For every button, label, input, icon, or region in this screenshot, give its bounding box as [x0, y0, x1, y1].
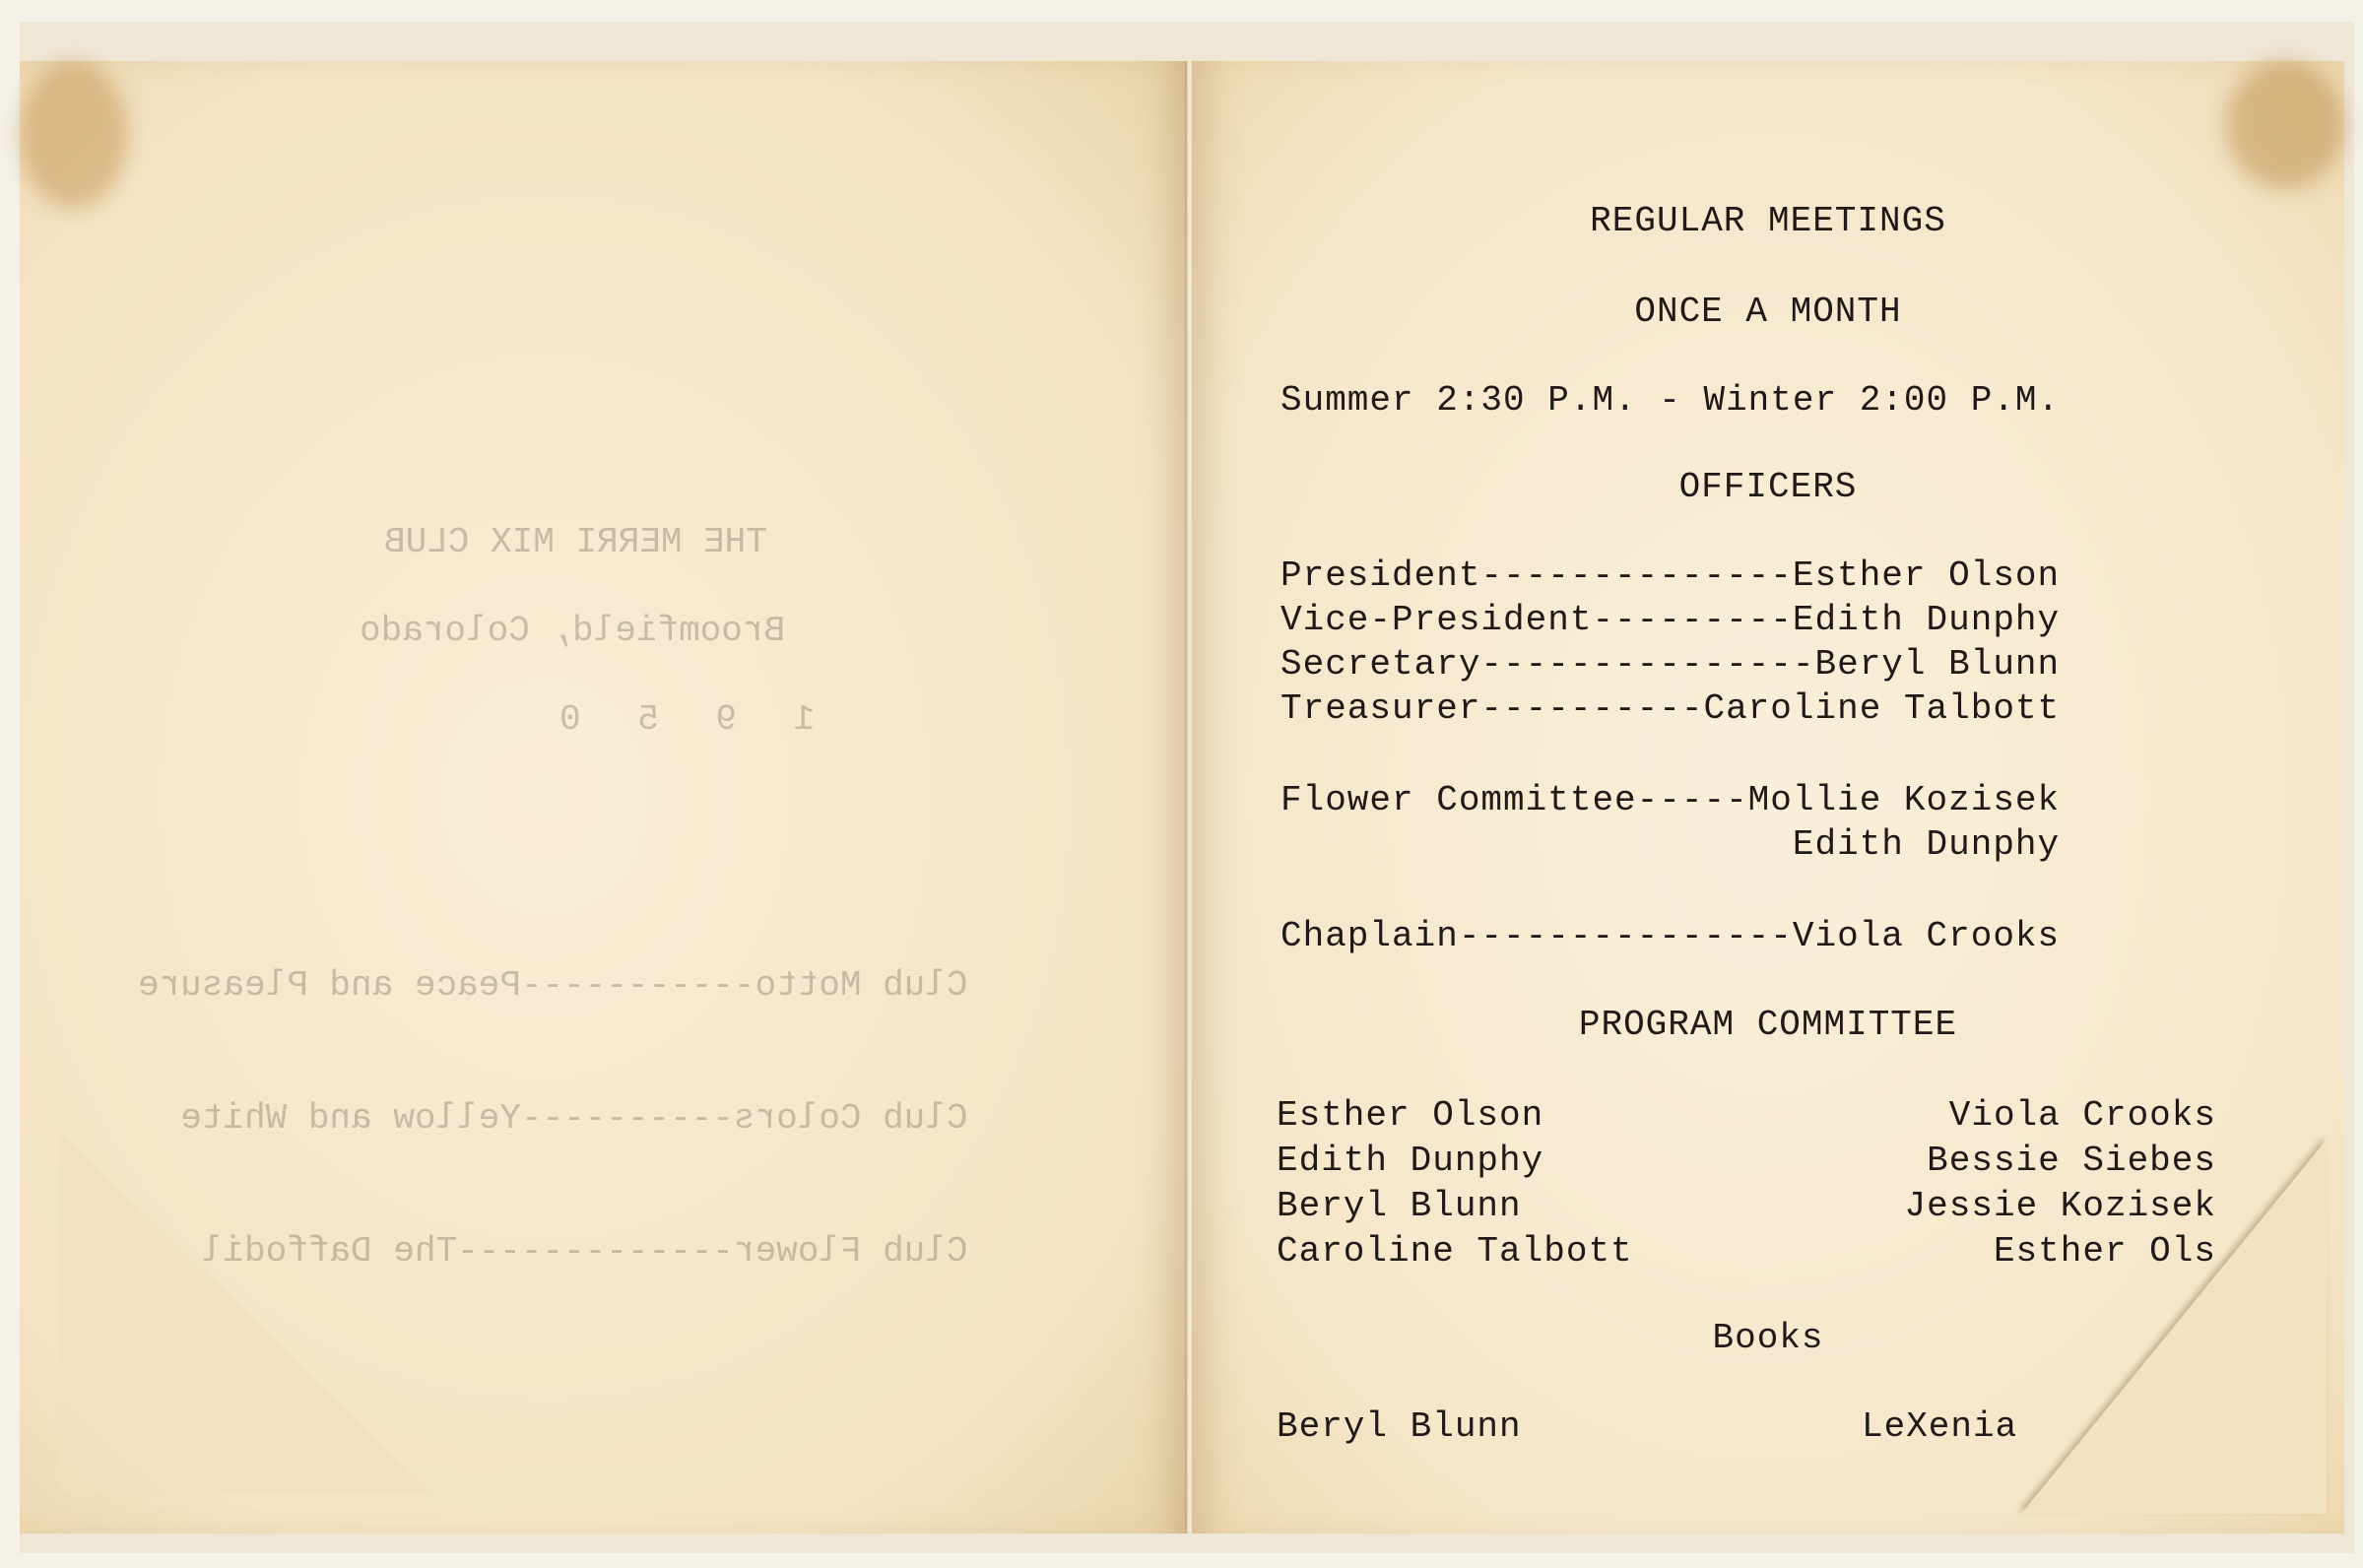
bleed-line: Club Flower-------------The Daffodil	[201, 1231, 968, 1272]
heading-books: Books	[1712, 1318, 1824, 1358]
books-member: Beryl Blunn	[1277, 1406, 1522, 1447]
heading-officers: OFFICERS	[1678, 467, 1858, 507]
heading-program-committee: PROGRAM COMMITTEE	[1578, 1005, 1958, 1045]
program-member: Edith Dunphy	[1277, 1141, 1544, 1181]
bleed-motto	[138, 875, 968, 1362]
bleed-city: Broomfield, Colorado	[360, 611, 786, 651]
program-member: Viola Crooks	[1948, 1095, 2216, 1136]
heading-regular-meetings: REGULAR MEETINGS	[1590, 201, 1946, 241]
chaplain-row: Chaplain---------------Viola Crooks	[1280, 916, 2061, 956]
bleed-year: 1 9 5 0	[542, 699, 816, 740]
officer-row: Treasurer----------Caroline Talbott	[1280, 688, 2061, 729]
meeting-hours: Summer 2:30 P.M. - Winter 2:00 P.M.	[1280, 380, 2061, 421]
stain	[2226, 61, 2344, 189]
program-member: Esther Ols	[1993, 1231, 2216, 1272]
heading-once-a-month: ONCE A MONTH	[1634, 292, 1902, 332]
program-member: Beryl Blunn	[1277, 1186, 1522, 1226]
books-member: LeXenia	[1862, 1406, 2018, 1447]
bleed-title: THE MERRI MIX CLUB	[384, 522, 767, 562]
officer-row: President--------------Esther Olson	[1280, 555, 2061, 596]
bleed-line: Club Colors----------Yellow and White	[180, 1098, 968, 1139]
bleed-line: Club Motto-----------Peace and Pleasure	[138, 965, 968, 1006]
officer-row: Vice-President---------Edith Dunphy	[1280, 600, 2061, 640]
program-member: Caroline Talbott	[1277, 1231, 1633, 1272]
officer-row: Secretary---------------Beryl Blunn	[1280, 644, 2061, 685]
flower-committee-row: Flower Committee-----Mollie Kozisek	[1280, 780, 2061, 820]
flower-committee-row: Edith Dunphy	[1280, 824, 2061, 865]
left-page	[20, 61, 1187, 1534]
stain	[20, 61, 128, 209]
program-member: Esther Olson	[1277, 1095, 1544, 1136]
program-member: Bessie Siebes	[1927, 1141, 2216, 1181]
program-member: Jessie Kozisek	[1904, 1186, 2216, 1226]
